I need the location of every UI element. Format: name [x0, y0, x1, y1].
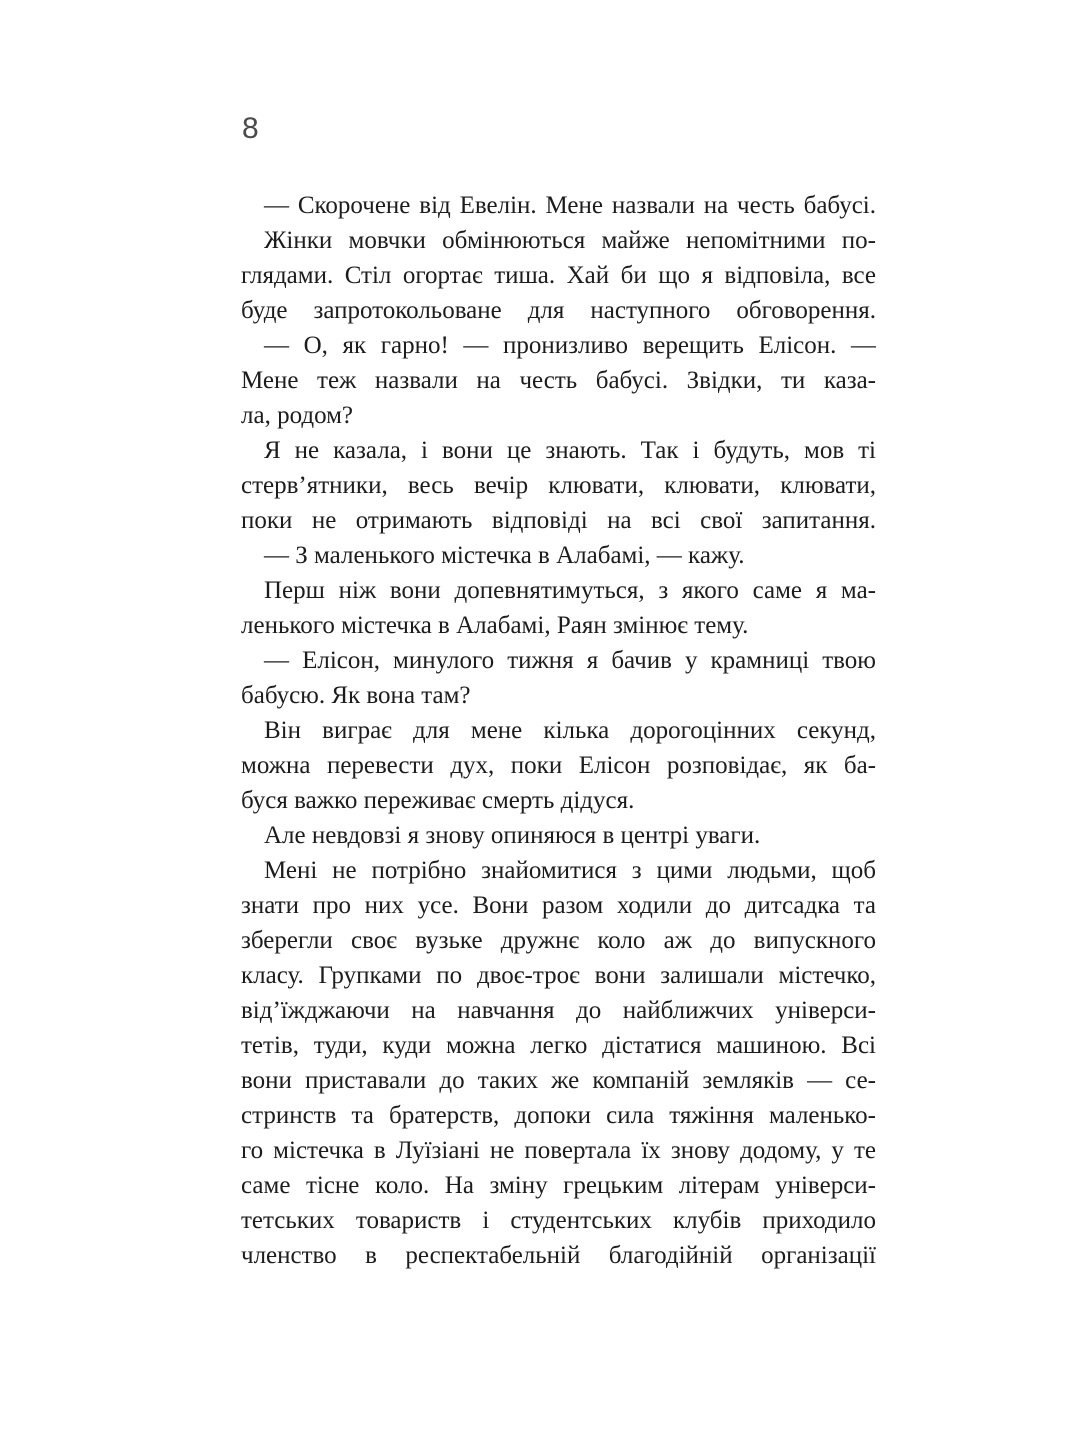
text-line: Жінки мовчки обмінюються майже непомітними по- — [264, 227, 876, 254]
text-line: бабусю. Як вона там? — [241, 682, 471, 709]
text-line: — З маленького містечка в Алабамі, — кажу. — [264, 542, 745, 569]
text-line: поки не отримають відповіді на всі свої запитання. — [241, 507, 876, 534]
text-line: саме тісне коло. На зміну грецьким літерам універси- — [241, 1172, 876, 1199]
paragraph — [241, 853, 876, 1273]
text-line: вони приставали до таких же компаній земляків — се- — [241, 1067, 876, 1094]
text-line: Він виграє для мене кілька дорогоцінних секунд, — [264, 717, 876, 744]
text-line: членство в респектабельній благодійній організації — [241, 1242, 876, 1269]
text-line: буде запротокольоване для наступного обговорення. — [241, 297, 876, 324]
text-line: глядами. Стіл огортає тиша. Хай би що я відповіла, все — [241, 262, 876, 289]
paragraph — [241, 573, 876, 643]
page-number: 8 — [242, 112, 260, 145]
paragraph — [241, 713, 876, 818]
text-line: від’їжджаючи на навчання до найближчих універси- — [241, 997, 876, 1024]
paragraph — [241, 188, 876, 223]
text-line: Я не казала, і вони це знають. Так і будуть, мов ті — [264, 437, 876, 464]
text-line: ленького містечка в Алабамі, Раян змінює тему. — [241, 612, 749, 639]
text-line: Але невдовзі я знову опиняюся в центрі уваги. — [264, 822, 761, 849]
paragraph — [241, 818, 876, 853]
text-line: можна перевести дух, поки Елісон розповідає, як ба- — [241, 752, 876, 779]
paragraph — [241, 538, 876, 573]
text-line: зберегли своє вузьке дружнє коло аж до випускного — [241, 927, 876, 954]
text-line: — О, як гарно! — пронизливо верещить Елісон. — — [264, 332, 876, 359]
text-line: го містечка в Луїзіані не повертала їх знову додому, у те — [241, 1137, 876, 1164]
text-line: Мене теж назвали на честь бабусі. Звідки, ти каза- — [241, 367, 876, 394]
text-line: знати про них усе. Вони разом ходили до дитсадка та — [241, 892, 876, 919]
text-line: Мені не потрібно знайомитися з цими людьми, щоб — [264, 857, 876, 884]
text-line: — Елісон, минулого тижня я бачив у крамниці твою — [264, 647, 876, 674]
paragraph — [241, 433, 876, 538]
paragraph — [241, 643, 876, 713]
text-line: стринств та братерств, допоки сила тяжіння маленько- — [241, 1102, 876, 1129]
paragraph — [241, 328, 876, 433]
text-line: Перш ніж вони допевнятимуться, з якого саме я ма- — [264, 577, 876, 604]
paragraph — [241, 223, 876, 328]
text-line: тетських товариств і студентських клубів приходило — [241, 1207, 876, 1234]
text-line: ла, родом? — [241, 402, 354, 429]
text-line: класу. Групками по двоє-троє вони залишали містечко, — [241, 962, 876, 989]
text-line: стерв’ятники, весь вечір клювати, клювати, клювати, — [241, 472, 876, 499]
text-line: тетів, туди, куди можна легко дістатися машиною. Всі — [241, 1032, 876, 1059]
text-line: буся важко переживає смерть дідуся. — [241, 787, 635, 814]
body-text — [241, 188, 876, 1273]
text-line: — Скорочене від Евелін. Мене назвали на честь бабусі. — [264, 192, 876, 219]
